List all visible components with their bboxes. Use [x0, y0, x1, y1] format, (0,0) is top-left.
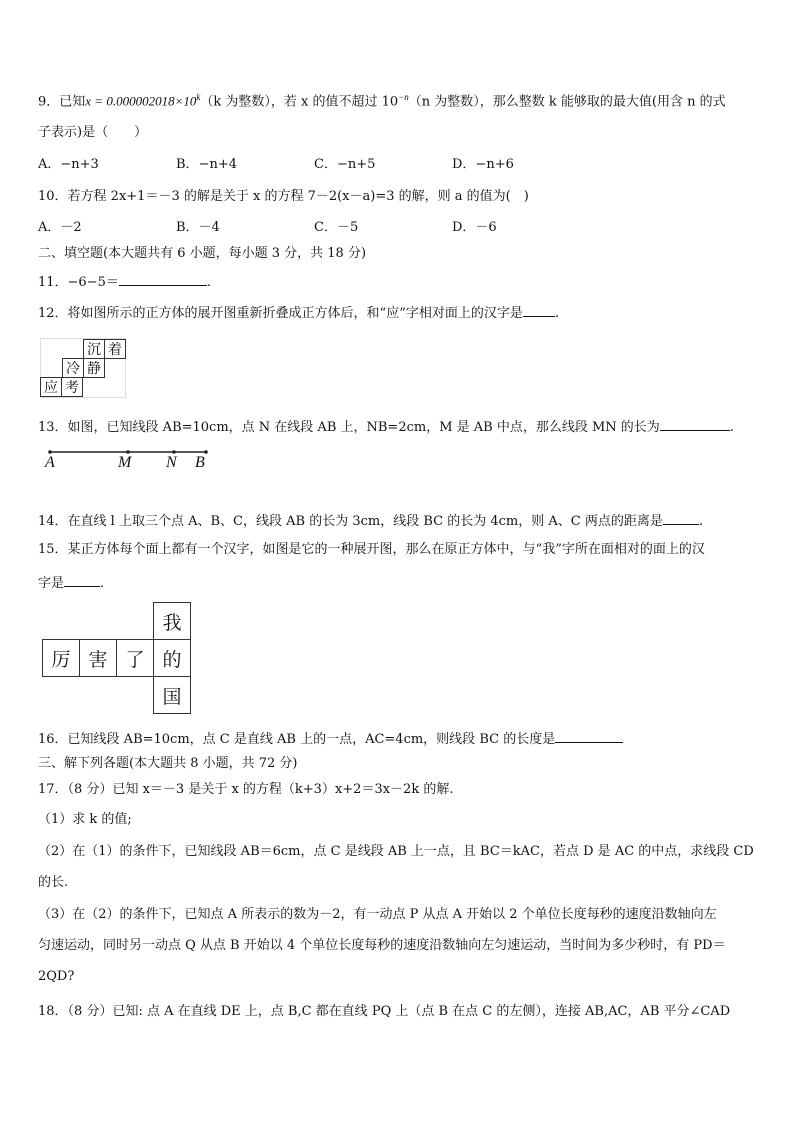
q17-part3-line2: 匀速运动，同时另一动点 Q 从点 B 开始以 4 个单位长度每秒的速度沿数轴向左匀速运动，当时间为多少秒时，有 PD＝: [38, 938, 726, 953]
q15-cell-li: 厉: [42, 639, 80, 677]
q16-stem: 16．已知线段 AB=10cm，点 C 是直线 AB 上的一点，AC=4cm，则线段 BC 的长度是: [38, 732, 556, 747]
q12-answer-blank: [523, 302, 555, 317]
q17-part3-line1: （3）在（2）的条件下，已知点 A 所表示的数为－2，有一动点 P 从点 A 开始以 2 个单位长度每秒的速度沿数轴向左: [38, 907, 717, 922]
q9-expr: x = 0.000002018×10: [85, 93, 197, 109]
q13-label-n: N: [166, 454, 177, 471]
q9-exp-n: −n: [398, 92, 409, 102]
q9-text-b: （n 为整数），那么整数 k 能够取的最大值(用含 n 的式: [408, 94, 726, 110]
q10-option-c: C．－5: [314, 220, 359, 235]
q12-cell-4: 静: [83, 358, 105, 378]
q9-option-b: B．−n+4: [176, 157, 237, 172]
q17-part2-line1: （2）在（1）的条件下，已知线段 AB＝6cm，点 C 是线段 AB 上一点，且 BC＝kAC，若点 D 是 AC 的中点，求线段 CD: [38, 844, 754, 859]
q15-cell-wo: 我: [153, 602, 191, 640]
q15-line1: 15．某正方体每个面上都有一个汉字，如图是它的一种展开图，那么在原正方体中，与“我”字所在面相对的面上的汉: [38, 542, 705, 557]
q13-answer-blank: [660, 416, 730, 431]
q12-cell-2: 着: [104, 339, 126, 359]
q11: 11．−6−5＝ .: [38, 271, 211, 292]
q15-line2-text: 字是: [38, 576, 65, 591]
q13: 13．如图，已知线段 AB=10cm，点 N 在线段 AB 上，NB=2cm，M 是 AB 中点，那么线段 MN 的长为 .: [38, 416, 734, 437]
q14: 14．在直线 l 上取三个点 A、B、C，线段 AB 的长为 3cm，线段 BC 的长为 4cm，则 A、C 两点的距离是 .: [38, 510, 703, 531]
q9-label: 9．已知: [38, 94, 86, 110]
q13-label-a: A: [45, 454, 55, 471]
q9-option-a: A．−n+3: [38, 157, 99, 172]
q16-answer-blank: [555, 728, 623, 743]
q11-answer-blank: [119, 271, 207, 286]
q17-part3-line3: 2QD?: [38, 969, 75, 984]
q13-label-m: M: [118, 454, 132, 471]
q10-option-a: A．－2: [38, 220, 82, 235]
q17-part1: （1）求 k 的值;: [38, 812, 132, 827]
q14-stem: 14．在直线 l 上取三个点 A、B、C，线段 AB 的长为 3cm，线段 BC 的长为 4cm，则 A、C 两点的距离是: [38, 514, 663, 529]
q15-cell-hai: 害: [79, 639, 117, 677]
q15-line2: 字是 .: [38, 572, 104, 593]
q16: [38, 728, 623, 749]
section2-heading: 二、填空题(本大题共有 6 小题，每小题 3 分，共 18 分): [38, 246, 367, 261]
q12-cell-1: 沉: [83, 339, 105, 359]
q12: 12．将如图所示的正方体的展开图重新折叠成正方体后，和“应”字相对面上的汉字是 .: [38, 302, 559, 323]
q12-cell-3: 冷: [62, 358, 84, 378]
q15-cell-de: 的: [153, 639, 191, 677]
q10-option-b: B．－4: [176, 220, 220, 235]
q9-text-a: （k 为整数），若 x 的值不超过 10: [200, 94, 399, 110]
q12-stem: 12．将如图所示的正方体的展开图重新折叠成正方体后，和“应”字相对面上的汉字是: [38, 306, 523, 321]
section3-heading: 三、解下列各题(本大题共 8 小题，共 72 分): [38, 756, 298, 771]
q10-stem: 10．若方程 2x+1＝－3 的解是关于 x 的方程 7－2(x－a)=3 的解，则 a 的值为( ): [38, 189, 529, 204]
q12-cell-6: 考: [61, 377, 83, 397]
q10-option-d: D．－6: [452, 220, 497, 235]
q13-label-b: B: [195, 454, 205, 471]
q9-option-d: D．−n+6: [452, 157, 514, 172]
q14-answer-blank: [663, 510, 699, 525]
q9-line2: 子表示)是（ ）: [38, 125, 148, 140]
q17-part2-line2: 的长.: [38, 875, 69, 890]
q15-cell-le: 了: [116, 639, 154, 677]
q11-stem: 11．−6−5＝: [38, 275, 119, 290]
q9-exp-k: k: [196, 92, 201, 102]
q13-stem: 13．如图，已知线段 AB=10cm，点 N 在线段 AB 上，NB=2cm，M 是 AB 中点，那么线段 MN 的长为: [38, 420, 660, 435]
q15-cell-guo: 国: [153, 676, 191, 714]
q17-stem: 17．（8 分）已知 x＝－3 是关于 x 的方程（k+3）x+2＝3x－2k 的解.: [38, 782, 454, 797]
q9-option-c: C．−n+5: [314, 157, 376, 172]
q18-stem: 18．（8 分）已知: 点 A 在直线 DE 上，点 B,C 都在直线 PQ 上（点 B 在点 C 的左侧），连接 AB,AC，AB 平分∠CAD: [38, 1004, 731, 1019]
q15-answer-blank: [64, 572, 100, 587]
q9-line1: [38, 88, 726, 111]
q12-cell-5: 应: [40, 377, 62, 397]
